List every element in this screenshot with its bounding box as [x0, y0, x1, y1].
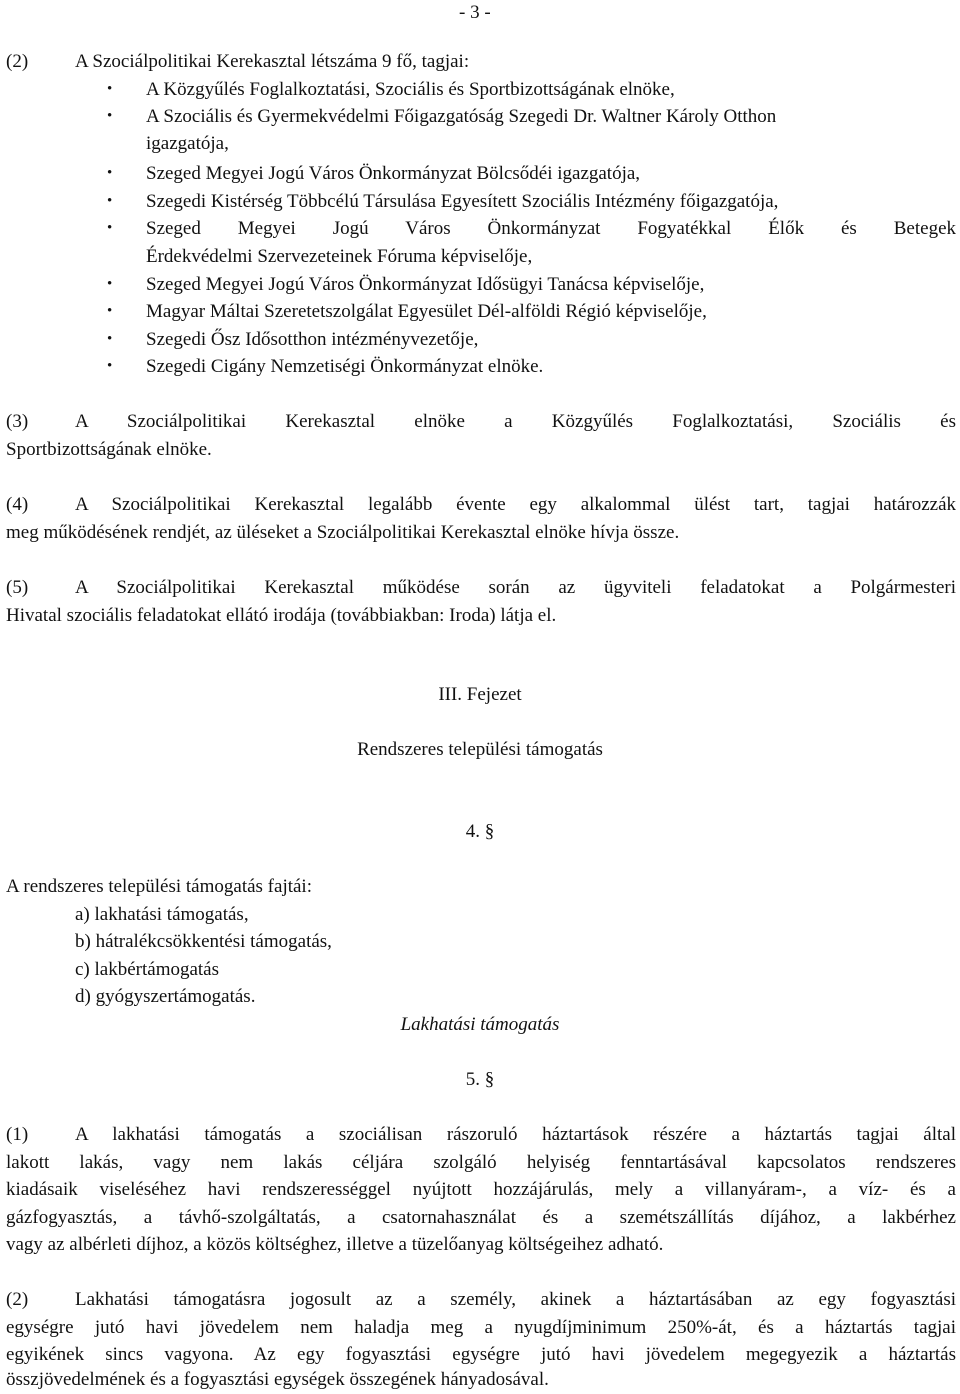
paragraph-intro: A Szociálpolitikai Kerekasztal létszáma 9 fő, tagjai: — [75, 51, 470, 72]
paragraph-number: (2) — [6, 51, 29, 72]
paragraph-line: lakott lakás, vagy nem lakás céljára szolgáló helyiség fenntartásával kapcsolatos rendszeres — [6, 1152, 956, 1173]
bullet-icon: • — [107, 165, 113, 181]
section-number — [0, 1066, 960, 1093]
list-item: A Szociális és Gyermekvédelmi Főigazgatóság Szegedi Dr. Waltner Károly Otthon — [146, 106, 777, 127]
paragraph-number: (5) — [6, 577, 29, 598]
section-number — [0, 818, 960, 845]
paragraph-line: Hivatal szociális feladatokat ellátó irodája (továbbiakban: Iroda) látja el. — [6, 605, 557, 626]
paragraph-number: (3) — [6, 411, 29, 432]
bullet-icon: • — [107, 276, 113, 292]
list-item: b) hátralékcsökkentési támogatás, — [75, 931, 332, 952]
paragraph-line: egyikének sincs vagyona. Az egy fogyasztási egységre jutó havi jövedelem megegyezik a háztartás — [6, 1344, 956, 1365]
paragraph-line: kiadásaik viseléséhez havi rendszerességgel nyújtott hozzájárulás, mely a villanyáram-, a víz- és a — [6, 1179, 956, 1200]
list-item: Szeged Megyei Jogú Város Önkormányzat Fogyatékkal Élők és Betegek — [146, 218, 956, 239]
list-item-continuation: Érdekvédelmi Szervezeteinek Fóruma képviselője, — [146, 246, 533, 267]
section-label: 4. — [465, 821, 480, 842]
bullet-icon: • — [107, 81, 113, 97]
paragraph-number: (4) — [6, 494, 29, 515]
section-sign-icon: § — [484, 1069, 495, 1090]
bullet-icon: • — [107, 220, 113, 236]
paragraph-number: (2) — [6, 1289, 29, 1310]
paragraph-line: meg működésének rendjét, az üléseket a Szociálpolitikai Kerekasztal elnöke hívja össze. — [6, 522, 680, 543]
list-intro: A rendszeres települési támogatás fajtái: — [6, 876, 312, 897]
section-label: 5. — [465, 1069, 480, 1090]
list-item-continuation: igazgatója, — [146, 133, 229, 154]
chapter-title: Rendszeres települési támogatás — [357, 739, 603, 760]
list-item: a) lakhatási támogatás, — [75, 904, 249, 925]
list-item: Szegedi Kistérség Többcélú Társulása Egyesített Szociális Intézmény főigazgatója, — [146, 191, 779, 212]
list-item: A Közgyűlés Foglalkoztatási, Szociális és Sportbizottságának elnöke, — [146, 79, 675, 100]
list-item: Szegedi Ősz Idősotthon intézményvezetője, — [146, 329, 479, 350]
bullet-icon: • — [107, 331, 113, 347]
list-item: Szegedi Cigány Nemzetiségi Önkormányzat elnöke. — [146, 356, 544, 377]
list-item: Szeged Megyei Jogú Város Önkormányzat Bölcsődéi igazgatója, — [146, 163, 641, 184]
paragraph-line: A lakhatási támogatás a szociálisan rászoruló háztartások részére a háztartás tagjai által — [75, 1124, 956, 1145]
paragraph-line: A Szociálpolitikai Kerekasztal elnöke a Közgyűlés Foglalkoztatási, Szociális és — [75, 411, 956, 432]
paragraph-line: összjövedelmének és a fogyasztási egységek összegének hányadosával. — [6, 1369, 549, 1390]
chapter-heading: III. Fejezet — [438, 684, 522, 705]
paragraph-line: A Szociálpolitikai Kerekasztal működése során az ügyviteli feladatokat a Polgármesteri — [75, 577, 956, 598]
paragraph-line: Sportbizottságának elnöke. — [6, 439, 212, 460]
paragraph-line: A Szociálpolitikai Kerekasztal legalább évente egy alkalommal ülést tart, tagjai határozzák — [75, 494, 956, 515]
paragraph-number: (1) — [6, 1124, 29, 1145]
bullet-icon: • — [107, 358, 113, 374]
page-number: - 3 - — [459, 2, 491, 23]
bullet-icon: • — [107, 303, 113, 319]
paragraph-line: Lakhatási támogatásra jogosult az a személy, akinek a háztartásában az egy fogyasztási — [75, 1289, 956, 1310]
paragraph-line: vagy az albérleti díjhoz, a közös költséghez, illetve a tüzelőanyag költségeihez adható. — [6, 1234, 664, 1255]
section-subtitle: Lakhatási támogatás — [400, 1014, 560, 1035]
list-item: c) lakbértámogatás — [75, 959, 220, 980]
list-item: Magyar Máltai Szeretetszolgálat Egyesület Dél-alföldi Régió képviselője, — [146, 301, 707, 322]
bullet-icon: • — [107, 193, 113, 209]
paragraph-line: gázfogyasztás, a távhő-szolgáltatás, a csatornahasználat és a szemétszállítás díjához, a lakbérhez — [6, 1207, 956, 1228]
bullet-icon: • — [107, 108, 113, 124]
section-sign-icon: § — [484, 821, 495, 842]
list-item: Szeged Megyei Jogú Város Önkormányzat Idősügyi Tanácsa képviselője, — [146, 274, 705, 295]
list-item: d) gyógyszertámogatás. — [75, 986, 256, 1007]
paragraph-line: egységre jutó havi jövedelem nem haladja meg a nyugdíjminimum 250%-át, és a háztartás tagjai — [6, 1317, 956, 1338]
